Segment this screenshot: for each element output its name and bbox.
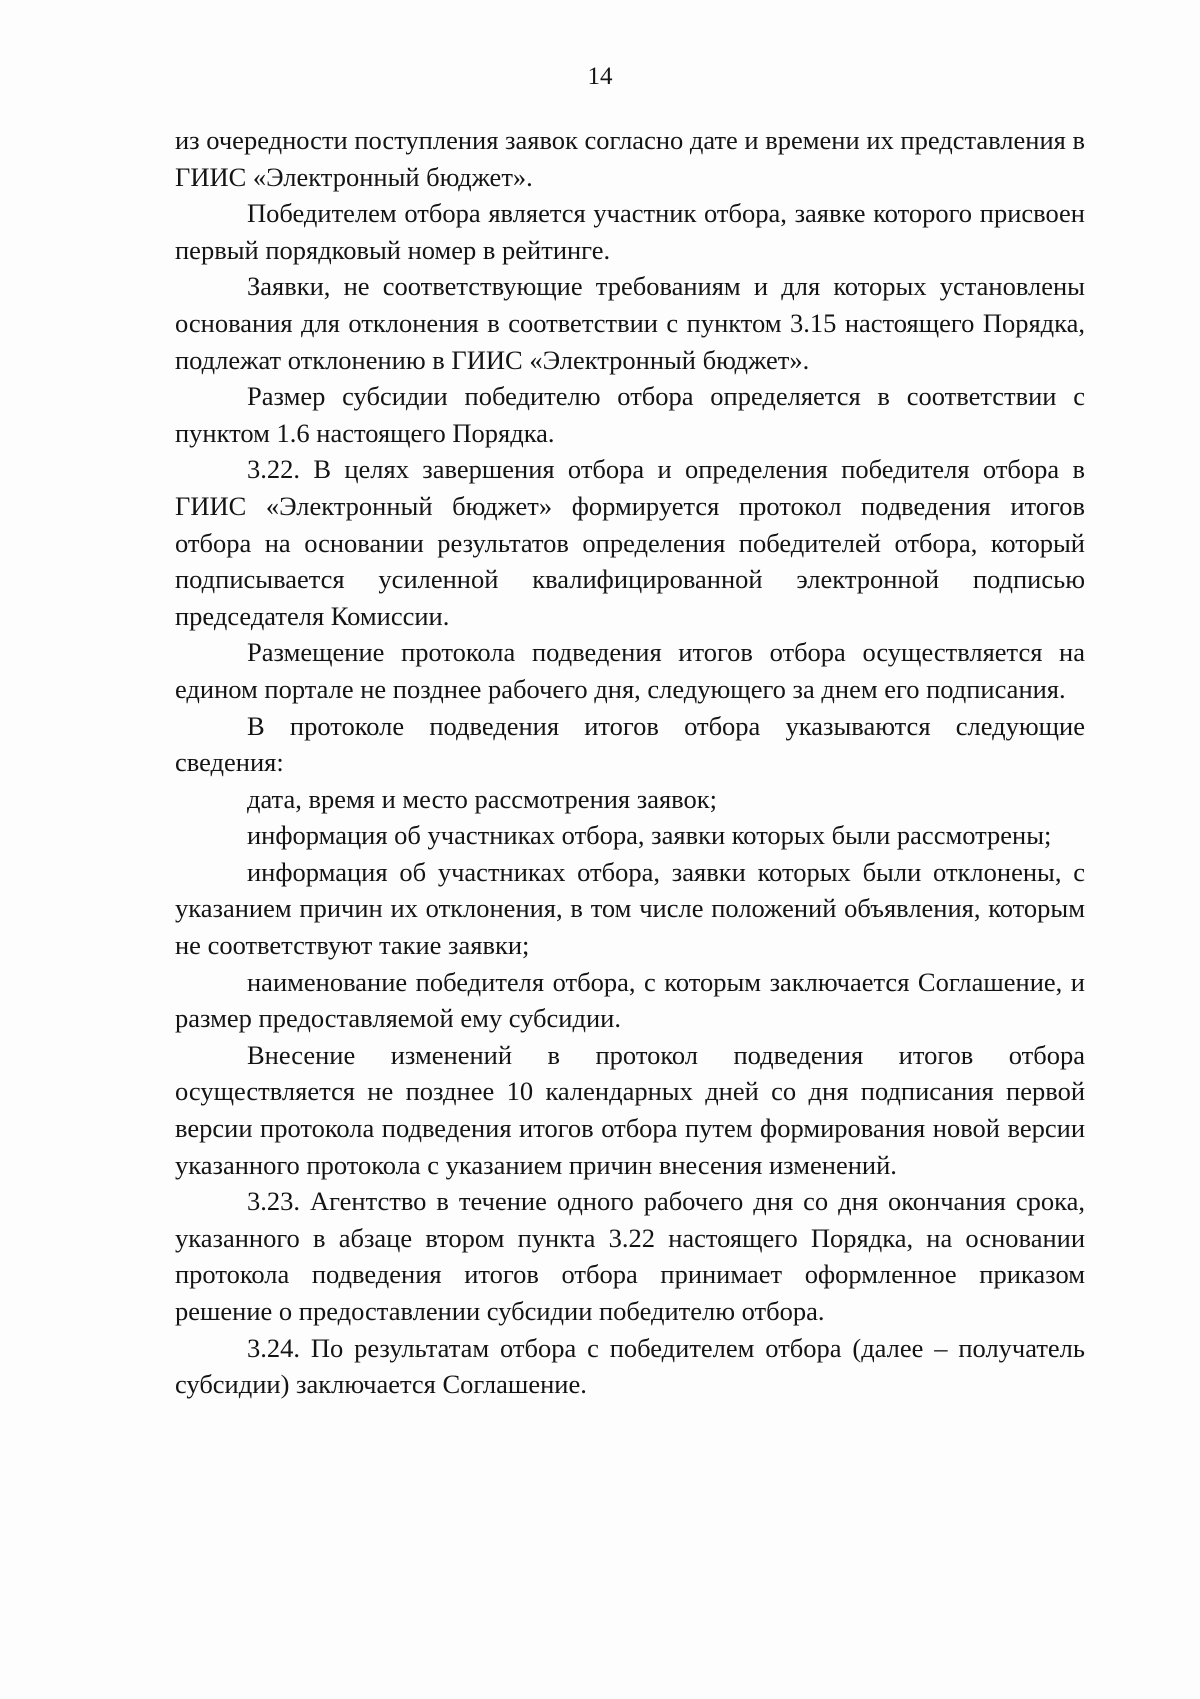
paragraph-clause-3-23: 3.23. Агентство в течение одного рабочего дня со дня окончания срока, указанного в абзаце втором пункта 3.22 настоящего Порядка, на основании протокола подведения итогов отбора принимает оформленное приказом решение о предоставлении субсидии победителю отбора.	[175, 1186, 1085, 1326]
paragraph-subsidy-size: Размер субсидии победителю отбора определяется в соответствии с пунктом 1.6 настоящего Порядка.	[175, 381, 1085, 448]
list-item-reviewed-participants: информация об участниках отбора, заявки которых были рассмотрены;	[247, 820, 1052, 851]
paragraph-continuation: из очередности поступления заявок согласно дате и времени их представления в ГИИС «Электронный бюджет».	[175, 125, 1085, 192]
paragraph-rejected-applications: Заявки, не соответствующие требованиям и для которых установлены основания для отклонения в соответствии с пунктом 3.15 настоящего Порядка, подлежат отклонению в ГИИС «Электронный бюджет».	[175, 271, 1085, 375]
paragraph-clause-3-24: 3.24. По результатам отбора с победителем отбора (далее – получатель субсидии) заключается Соглашение.	[175, 1332, 1085, 1400]
list-item-winner-name: наименование победителя отбора, с которым заключается Соглашение, и размер предоставляемой ему субсидии.	[175, 966, 1085, 1034]
paragraph-clause-3-22: 3.22. В целях завершения отбора и определения победителя отбора в ГИИС «Электронный бюджет» формируется протокол подведения итогов отбора на основании результатов определения победителей отбора, который подписывается усиленной квалифицированной электронной подписью председателя Комиссии.	[175, 454, 1085, 631]
document-body	[175, 122, 1085, 1403]
paragraph-protocol-amendments: Внесение изменений в протокол подведения итогов отбора осуществляется не позднее 10 календарных дней со дня подписания первой версии протокола подведения итогов отбора путем формирования новой версии указанного протокола с указанием причин внесения изменений.	[175, 1039, 1085, 1180]
paragraph-protocol-publication: Размещение протокола подведения итогов отбора осуществляется на едином портале не позднее рабочего дня, следующего за днем его подписания.	[175, 637, 1085, 704]
page-number: 14	[587, 63, 613, 90]
paragraph-winner-definition: Победителем отбора является участник отбора, заявке которого присвоен первый порядковый номер в рейтинге.	[175, 198, 1085, 265]
list-item-date-time-place: дата, время и место рассмотрения заявок;	[247, 783, 717, 814]
paragraph-protocol-contents: В протоколе подведения итогов отбора указываются следующие сведения:	[175, 710, 1085, 778]
list-item-rejected-participants: информация об участниках отбора, заявки которых были отклонены, с указанием причин их отклонения, в том числе положений объявления, которым не соответствуют такие заявки;	[175, 856, 1085, 961]
